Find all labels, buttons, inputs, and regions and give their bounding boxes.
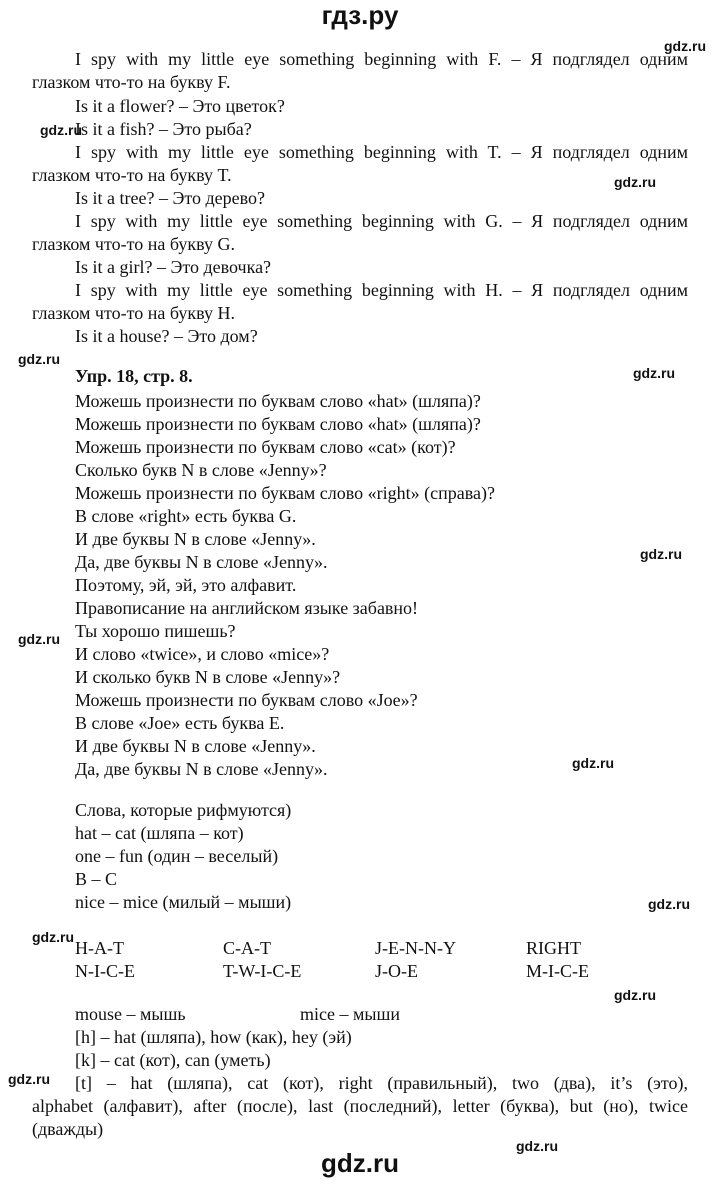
dialogue-line: I spy with my little eye something beginning with T. – Я подглядел одним <box>75 142 688 162</box>
spelling-cell: T-W-I-C-E <box>223 961 302 981</box>
exercise-title: Упр. 18, стр. 8. <box>75 366 193 386</box>
song-line: В слове «right» есть буква G. <box>75 506 297 526</box>
site-header: гдз.ру <box>321 0 399 30</box>
sound-line: [k] – cat (кот), can (уметь) <box>75 1050 271 1070</box>
watermark: gdz.ru <box>40 122 82 138</box>
song-line: Да, две буквы N в слове «Jenny». <box>75 552 328 572</box>
song-line: Ты хорошо пишешь? <box>75 621 236 641</box>
watermark: gdz.ru <box>516 1138 558 1154</box>
spelling-cell: J-O-E <box>375 961 418 981</box>
dialogue-line: глазком что-то на букву H. <box>32 303 235 323</box>
song-line: Сколько букв N в слове «Jenny»? <box>75 460 327 480</box>
song-line: Да, две буквы N в слове «Jenny». <box>75 759 328 779</box>
spelling-cell: H-A-T <box>75 938 124 958</box>
watermark: gdz.ru <box>664 38 706 54</box>
sound-line: [h] – hat (шляпа), how (как), hey (эй) <box>75 1027 352 1047</box>
dialogue-line: глазком что-то на букву G. <box>32 234 235 254</box>
watermark: gdz.ru <box>614 174 656 190</box>
watermark: gdz.ru <box>18 351 60 367</box>
spelling-cell: J-E-N-N-Y <box>375 938 456 958</box>
watermark: gdz.ru <box>633 365 675 381</box>
sound-line: alphabet (алфавит), after (после), last (последний), letter (буква), but (но), twice <box>32 1096 688 1116</box>
dialogue-line: глазком что-то на букву T. <box>32 165 232 185</box>
sound-line: [t] – hat (шляпа), cat (кот), right (правильный), two (два), it’s (это), <box>75 1073 688 1093</box>
dialogue-line: I spy with my little eye something beginning with F. – Я подглядел одним <box>75 49 688 69</box>
dialogue-line: I spy with my little eye something beginning with H. – Я подглядел одним <box>75 280 688 300</box>
watermark: gdz.ru <box>8 1071 50 1087</box>
dialogue-line: I spy with my little eye something beginning with G. – Я подглядел одним <box>75 211 688 231</box>
song-line: Можешь произнести по буквам слово «right» (справа)? <box>75 483 495 503</box>
rhyme-item: B – C <box>75 869 118 889</box>
song-line: Можешь произнести по буквам слово «cat» (кот)? <box>75 437 456 457</box>
song-line: Можешь произнести по буквам слово «Joe»? <box>75 690 418 710</box>
watermark: gdz.ru <box>32 929 74 945</box>
dialogue-line: Is it a flower? – Это цветок? <box>75 96 285 116</box>
spelling-cell: N-I-C-E <box>75 961 135 981</box>
watermark: gdz.ru <box>18 631 60 647</box>
vocab-right: mice – мыши <box>300 1004 400 1024</box>
song-line: Правописание на английском языке забавно! <box>75 598 419 618</box>
rhymes-title: Слова, которые рифмуются) <box>75 800 292 820</box>
spelling-cell: C-A-T <box>223 938 271 958</box>
spelling-cell: RIGHT <box>526 938 581 958</box>
song-line: Можешь произнести по буквам слово «hat» (шляпа)? <box>75 414 481 434</box>
watermark: gdz.ru <box>572 755 614 771</box>
vocab-left: mouse – мышь <box>75 1004 186 1024</box>
watermark: gdz.ru <box>648 896 690 912</box>
dialogue-line: глазком что-то на букву F. <box>32 72 231 92</box>
song-line: И две буквы N в слове «Jenny». <box>75 736 316 756</box>
song-line: В слове «Joe» есть буква E. <box>75 713 285 733</box>
dialogue-line: Is it a house? – Это дом? <box>75 326 258 346</box>
song-line: И две буквы N в слове «Jenny». <box>75 529 316 549</box>
song-line: Поэтому, эй, эй, это алфавит. <box>75 575 297 595</box>
rhyme-item: one – fun (один – веселый) <box>75 846 279 866</box>
dialogue-line: Is it a tree? – Это дерево? <box>75 188 265 208</box>
site-footer: gdz.ru <box>321 1148 399 1178</box>
rhyme-item: hat – cat (шляпа – кот) <box>75 823 244 843</box>
watermark: gdz.ru <box>614 987 656 1003</box>
rhyme-item: nice – mice (милый – мыши) <box>75 892 292 912</box>
dialogue-line: Is it a girl? – Это девочка? <box>75 257 272 277</box>
spelling-cell: M-I-C-E <box>526 961 589 981</box>
dialogue-line: Is it a fish? – Это рыба? <box>75 119 252 139</box>
watermark: gdz.ru <box>640 546 682 562</box>
song-line: И слово «twice», и слово «mice»? <box>75 644 330 664</box>
sound-line: (дважды) <box>32 1119 104 1139</box>
song-line: И сколько букв N в слове «Jenny»? <box>75 667 341 687</box>
song-line: Можешь произнести по буквам слово «hat» (шляпа)? <box>75 391 481 411</box>
